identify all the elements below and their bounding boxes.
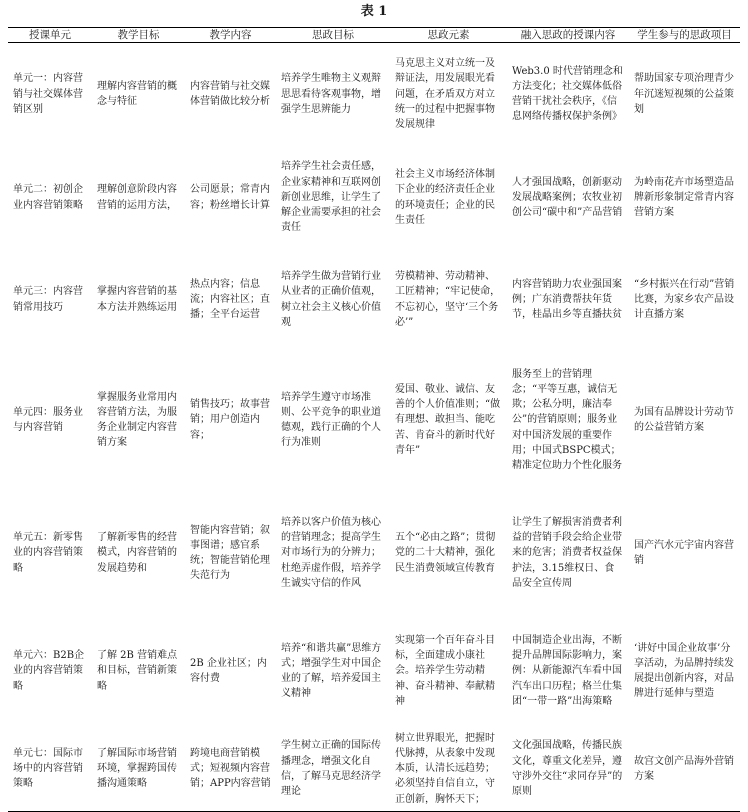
cell-student-project: 帮助国家专项治理青少年沉迷短视频的公益策划 [634, 73, 734, 115]
cell-teaching-content: 智能内容营销；叙事图谱；感官系统；智能营销伦理失范行为 [190, 524, 270, 582]
cell-integrated-content: 人才强国战略，创新驱动发展战略案例；农牧业初创公司“碳中和”产品营销 [512, 176, 623, 219]
cell-teaching-goal: 理解创意阶段内容营销的运用方法， [97, 184, 177, 211]
header-unit: 授课单元 [29, 28, 71, 41]
cell-unit: 单元四：服务业与内容营销 [13, 406, 83, 433]
table-row [8, 491, 740, 616]
cell-integrated-content: 让学生了解损害消费者利益的营销手段会给企业带来的危害；消费者权益保护法，3.15维权日、食品安全宣传周 [512, 516, 622, 589]
cell-unit: 单元三：内容营销常用技巧 [13, 286, 83, 313]
cell-ideology-elements: 五个“必由之路”；贯彻党的二十大精神，强化民生消费领域宣传教育 [395, 532, 496, 574]
cell-integrated-content: 服务至上的营销理念；“平等互惠，诚信无欺；公私分明，廉洁奉公”的营销原则；服务业对中国济发展的重要作用；中国式BSPC模式；精准定位助力个性化服务 [512, 368, 622, 471]
cell-teaching-content: 2B 企业社区；内容付费 [190, 657, 267, 684]
cell-unit: 单元六：B2B企业的内容营销策略 [13, 650, 85, 692]
cell-student-project: 国产汽水元宇宙内容营销 [634, 539, 734, 566]
cell-teaching-content: 销售技巧；故事营销；用户创造内容； [190, 399, 270, 441]
header-ideology-elements: 思政元素 [427, 28, 470, 41]
cell-ideology-goal: 培养学生唯物主义观辩思思看待客观事物，增强学生思辨能力 [281, 73, 381, 115]
cell-teaching-goal: 了解 2B 营销难点和目标，营销新策略 [97, 650, 178, 692]
cell-ideology-goal: 培养以客户价值为核心的营销理念；提高学生对市场行为的分辨力；杜绝弄虚作假，培养学生诚实守信的作风 [281, 516, 381, 589]
table-header-row [8, 28, 740, 43]
cell-unit: 单元五：新零售业的内容营销策略 [13, 532, 83, 574]
cell-integrated-content: Web3.0 时代营销理念和方法变化；社交媒体低俗营销干扰社会秩序，《信息网络传播权保护条例》 [512, 65, 623, 123]
cell-integrated-content: 内容营销助力农业强国案例；广东消费帮扶年货节，桂晶出乡等直播扶贫 [512, 278, 622, 321]
cell-teaching-content: 公司愿景；常青内容；粉丝增长计算 [190, 184, 270, 211]
cell-ideology-elements: 劳模精神、劳动精神、工匠精神；“牢记使命，不忘初心，坚守‘三个务必’” [395, 271, 501, 328]
cell-teaching-goal: 了解国际市场营销环境，掌握跨国传播沟通策略 [97, 747, 177, 790]
cell-student-project: 为国有品牌设计劳动节的公益营销方案 [634, 406, 734, 433]
table-row [8, 727, 740, 812]
header-student-project: 学生参与的思政项目 [637, 28, 732, 41]
course-table [8, 27, 740, 812]
cell-ideology-elements: 马克思主义对立统一及辩证法，用发展眼光看问题，在矛盾双方对立统一的过程中把握事物发展规律 [395, 58, 495, 131]
cell-ideology-goal: 培养学生社会责任感，企业家精神和互联网创新创业思维，让学生了解企业需要承担的社会责任 [281, 161, 381, 234]
cell-unit: 单元七：国际市场中的内容营销策略 [13, 747, 83, 790]
cell-student-project: 为岭南花卉市场塑造品牌新形象制定常青内容营销方案 [634, 176, 734, 219]
table-row [8, 350, 740, 491]
table-row [8, 250, 740, 350]
cell-student-project: ‘讲好中国企业故事’分享活动，为品牌持续发展提出创新内容，对品牌进行延伸与塑造 [634, 642, 734, 700]
header-integrated-content: 融入思政的授课内容 [520, 28, 616, 41]
cell-integrated-content: 文化强国战略，传播民族文化，尊重文化差异，遵守涉外交往“求同存异”的原则 [512, 740, 623, 797]
cell-teaching-content: 内容营销与社交媒体营销做比较分析 [190, 81, 270, 108]
table-row [8, 146, 740, 250]
table-title: 表 1 [360, 4, 388, 19]
table-row [8, 616, 740, 727]
header-ideology-goal: 思政目标 [312, 28, 354, 41]
cell-ideology-goal: 培养学生遵守市场准则、公平竞争的职业道德观，践行正确的个人行为准则 [281, 391, 381, 449]
cell-ideology-elements: 爱国、敬业、诚信、友善的个人价值准则；“做有理想、敢担当、能吃苦、肯奋斗的新时代好青年” [395, 383, 501, 456]
cell-student-project: “乡村振兴在行动”营销比赛，为家乡农产品设计直播方案 [634, 278, 735, 321]
cell-teaching-goal: 理解内容营销的概念与特征 [97, 81, 177, 108]
cell-ideology-elements: 实现第一个百年奋斗目标，全面建成小康社会。培养学生劳动精神、奋斗精神、奉献精神 [395, 634, 495, 707]
cell-ideology-goal: 培养“和谐共赢”思维方式；增强学生对中国企业的了解，培养爱国主义精神 [281, 642, 382, 700]
header-teaching-goal: 教学目标 [117, 28, 160, 41]
cell-teaching-goal: 了解新零售的经营模式，内容营销的发展趋势和 [97, 532, 177, 574]
cell-ideology-goal: 学生树立正确的国际传播理念，增强文化自信，了解马克思经济学理论 [281, 740, 381, 797]
cell-ideology-goal: 培养学生做为营销行业从业者的正确价值观，树立社会主义核心价值观 [281, 271, 381, 328]
cell-ideology-elements: 树立世界眼光，把握时代脉搏，从表象中发现本质，认清长远趋势；必须坚持自信自立，守正创新，胸怀天下； [395, 732, 495, 805]
cell-teaching-goal: 掌握内容营销的基本方法并熟练运用 [97, 286, 177, 313]
cell-teaching-content: 跨境电商营销模式；短视频内容营销；APP内容营销 [190, 747, 271, 790]
cell-teaching-goal: 掌握服务业常用内容营销方法，为服务企业制定内容营销方案 [97, 391, 177, 449]
header-teaching-content: 教学内容 [209, 28, 252, 41]
cell-ideology-elements: 社会主义市场经济体制下企业的经济责任企业的环境责任；企业的民生责任 [395, 169, 495, 226]
cell-unit: 单元一：内容营销与社交媒体营销区别 [13, 73, 83, 115]
cell-student-project: 故宫文创产品海外营销方案 [634, 755, 734, 782]
cell-integrated-content: 中国制造企业出海，不断提升品牌国际影响力，案例：从新能源汽车看中国汽车出口历程；格兰仕集团“一带一路”出海策略 [512, 634, 622, 707]
cell-teaching-content: 热点内容；信息流；内容社区；直播；全平台运营 [190, 278, 270, 321]
cell-unit: 单元二：初创企业内容营销策略 [13, 184, 83, 211]
table-row [8, 43, 740, 146]
